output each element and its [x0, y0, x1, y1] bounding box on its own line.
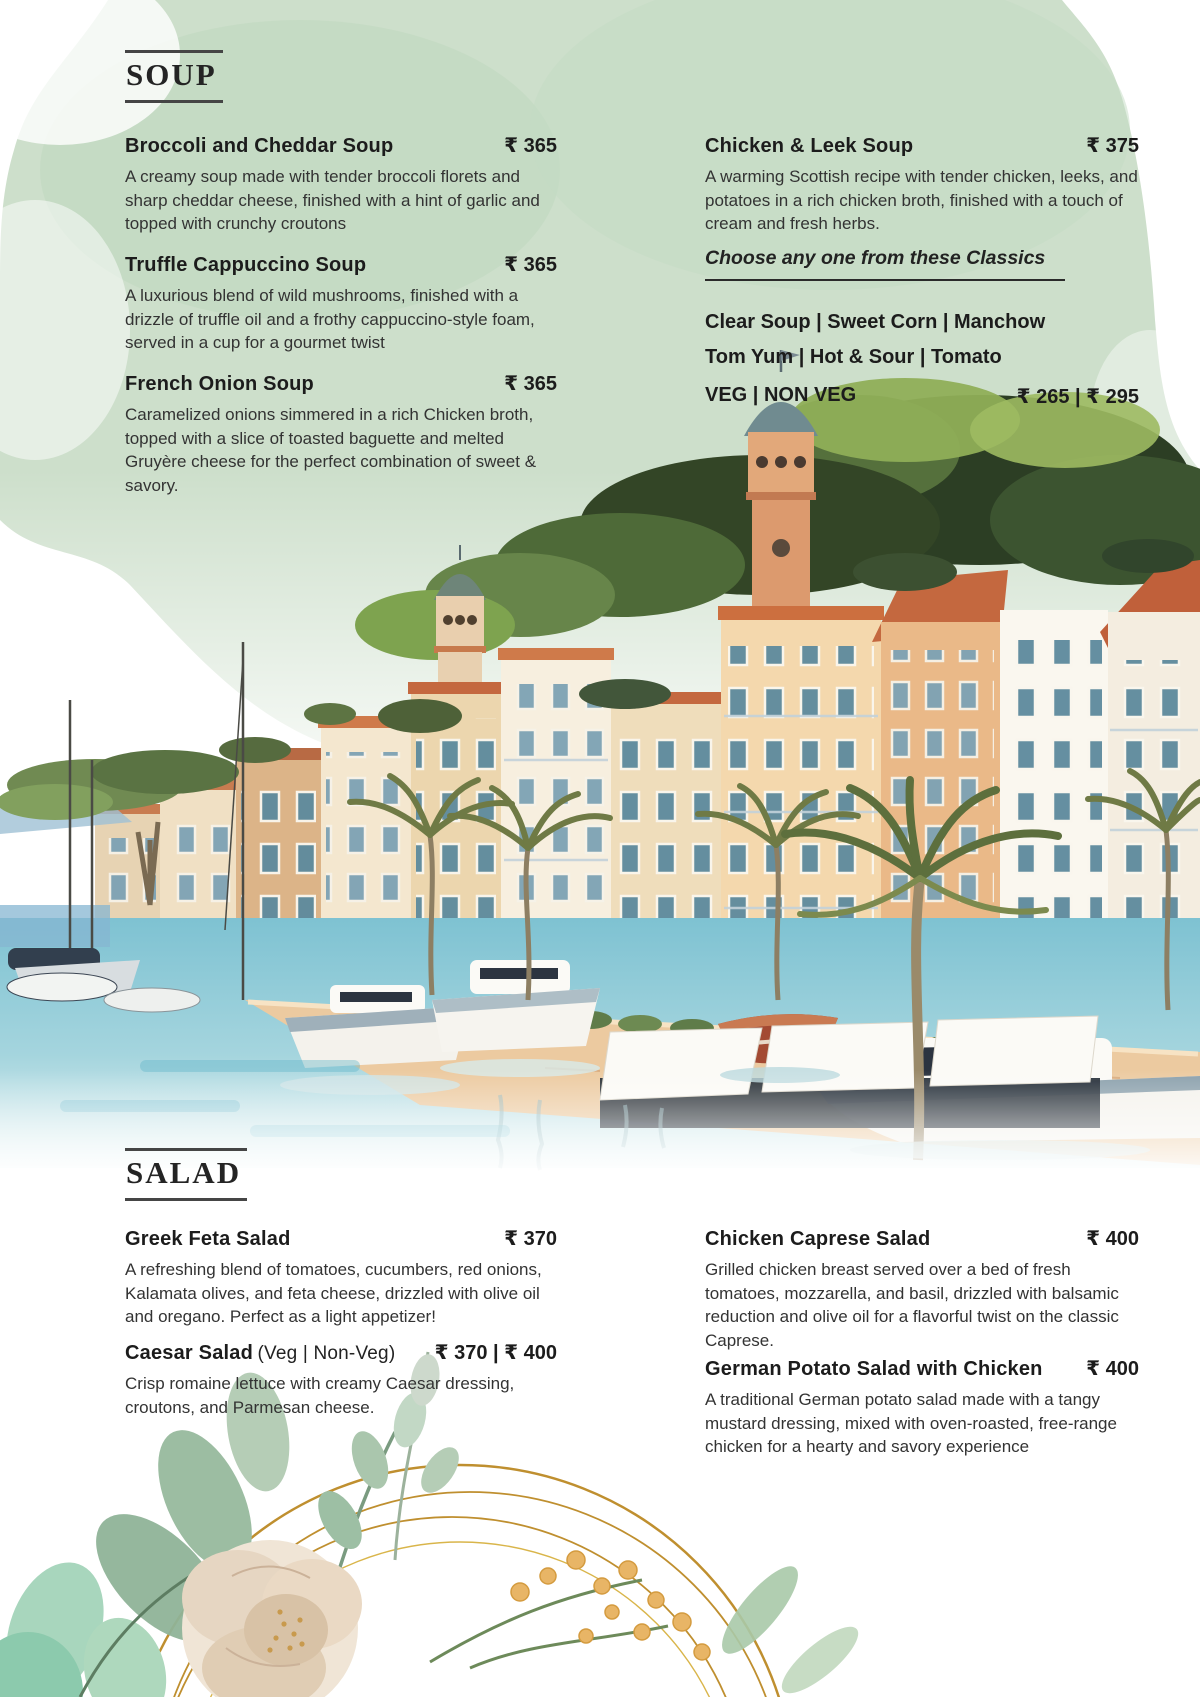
item-name: French Onion Soup — [125, 373, 314, 395]
peony-flower — [182, 1540, 362, 1697]
item-description: A warming Scottish recipe with tender chicken, leeks, and potatoes in a rich chicken broth, finished with a touch of cream and fresh herbs. — [705, 167, 1138, 233]
item-price: ₹ 365 — [504, 254, 557, 276]
item-title-row — [125, 371, 557, 396]
item-name: Greek Feta Salad — [125, 1228, 291, 1250]
item-description: Crisp romaine lettuce with creamy Caesar dressing, croutons, and Parmesan cheese. — [125, 1374, 515, 1417]
classics-heading: Choose any one from these Classics — [705, 247, 1065, 281]
item-price: ₹ 370 — [504, 1228, 557, 1250]
item-title-row — [125, 133, 557, 158]
item-description: A luxurious blend of wild mushrooms, finished with a drizzle of truffle oil and a frothy cappuccino-style foam, served in a cup for a gourmet twist — [125, 286, 535, 352]
item-name-group — [125, 1342, 395, 1365]
section-title-salad: SALAD — [125, 1148, 247, 1201]
item-description: A traditional German potato salad made with a tangy mustard dressing, mixed with oven-roasted, free-range chicken for a hearty and savory experience — [705, 1390, 1117, 1456]
menu-item-greek-feta-salad — [125, 1226, 557, 1329]
item-title-row — [125, 1226, 557, 1251]
item-price: ₹ 370 | ₹ 400 — [434, 1342, 557, 1364]
item-description: A creamy soup made with tender broccoli florets and sharp cheddar cheese, finished with a hint of garlic and topped with crunchy croutons — [125, 167, 540, 233]
classics-options — [705, 305, 1045, 375]
item-title-row — [705, 133, 1139, 158]
mimosa-sprigs — [430, 1551, 867, 1697]
menu-item-caesar-salad — [125, 1340, 557, 1419]
classics-line-1: Clear Soup | Sweet Corn | Manchow — [705, 311, 1046, 333]
item-description: A refreshing blend of tomatoes, cucumbers, red onions, Kalamata olives, and feta cheese, drizzled with olive oil and oregano. Perfect as a light appetizer! — [125, 1260, 542, 1326]
item-name: Truffle Cappuccino Soup — [125, 254, 367, 276]
item-price: ₹ 365 — [504, 135, 557, 157]
item-name: Chicken Caprese Salad — [705, 1228, 931, 1250]
item-title-row — [705, 1226, 1139, 1251]
item-name-suffix: (Veg | Non-Veg) — [257, 1343, 396, 1364]
classics-line-2: Tom Yum | Hot & Sour | Tomato — [705, 346, 1002, 368]
menu-item-french-onion-soup — [125, 371, 557, 497]
veg-nonveg-row — [705, 384, 1139, 409]
item-title-row — [705, 1356, 1139, 1381]
menu-item-broccoli-cheddar-soup — [125, 133, 557, 236]
item-name: German Potato Salad with Chicken — [705, 1358, 1043, 1380]
item-name: Broccoli and Cheddar Soup — [125, 135, 394, 157]
veg-nonveg-price: ₹ 265 | ₹ 295 — [1016, 386, 1139, 408]
item-price: ₹ 375 — [1086, 135, 1139, 157]
item-price: ₹ 400 — [1086, 1358, 1139, 1380]
item-description: Grilled chicken breast served over a bed of fresh tomatoes, mozzarella, and basil, drizzled with balsamic reduction and olive oil for a flavorful twist on the classic Caprese. — [705, 1260, 1119, 1350]
item-price: ₹ 365 — [504, 373, 557, 395]
menu-item-german-potato-salad — [705, 1356, 1139, 1459]
item-price: ₹ 400 — [1086, 1228, 1139, 1250]
menu-item-chicken-caprese-salad — [705, 1226, 1139, 1352]
menu-item-truffle-cappuccino-soup — [125, 252, 557, 355]
item-name: Caesar Salad — [125, 1342, 254, 1364]
veg-nonveg-label: VEG | NON VEG — [705, 384, 857, 406]
item-title-row — [125, 252, 557, 277]
section-title-soup: SOUP — [125, 50, 223, 103]
menu-item-chicken-leek-soup — [705, 133, 1139, 236]
item-name: Chicken & Leek Soup — [705, 135, 914, 157]
item-title-row — [125, 1340, 557, 1365]
item-description: Caramelized onions simmered in a rich Chicken broth, topped with a slice of toasted baguette and melted Gruyère cheese for the perfect combination of sweet & savory. — [125, 405, 537, 495]
